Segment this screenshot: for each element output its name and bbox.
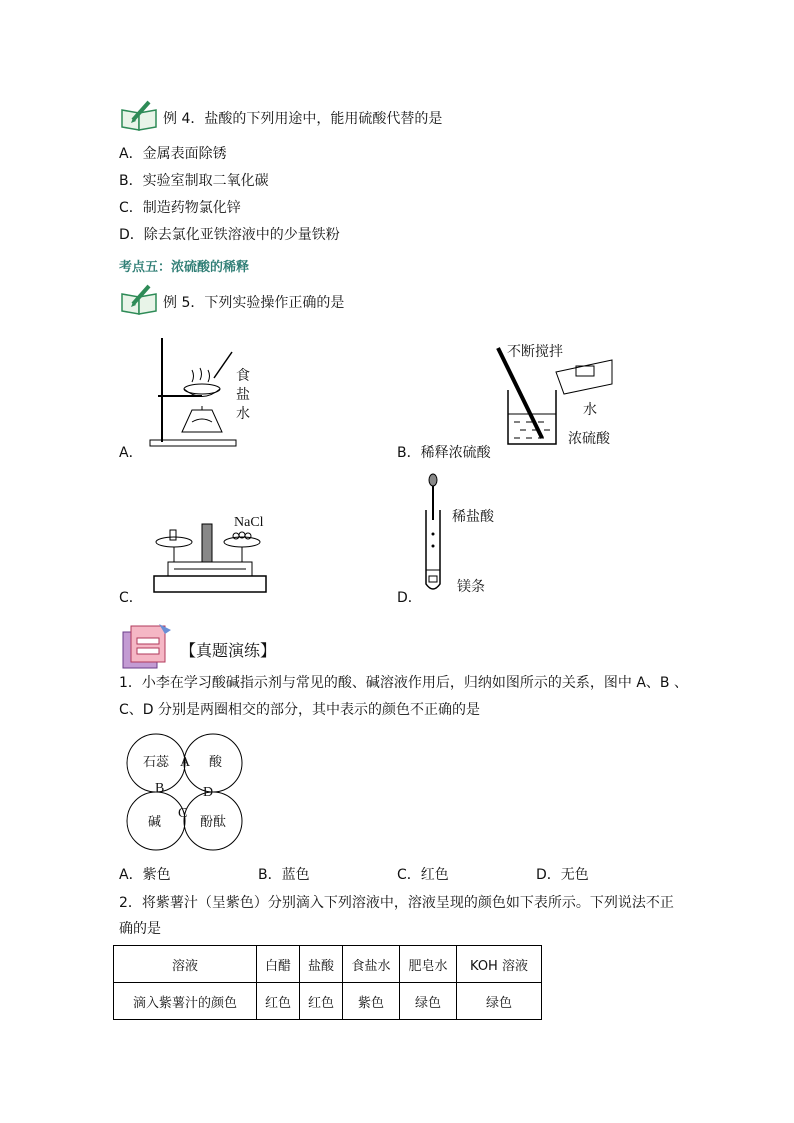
- option-d: D．除去氯化亚铁溶液中的少量铁粉: [119, 227, 340, 243]
- figure-d-letter: D．: [397, 590, 422, 606]
- venn-region-d: D: [203, 785, 214, 800]
- figure-b-acid-label: 浓硫酸: [568, 431, 610, 447]
- figure-d-acid-label: 稀盐酸: [452, 509, 494, 525]
- table-cell: 红色: [257, 983, 300, 1020]
- book-pencil-icon: [119, 282, 163, 316]
- venn-region-c: C: [178, 806, 188, 821]
- test-tube-dropper-figure: [418, 470, 458, 598]
- table-cell: 白醋: [257, 946, 300, 983]
- venn-litmus: 石蕊: [143, 755, 170, 770]
- figure-a-label-3: 水: [236, 406, 250, 422]
- table-cell: 滴入紫薯汁的颜色: [114, 983, 257, 1020]
- table-cell: 肥皂水: [400, 946, 457, 983]
- table-cell: KOH 溶液: [457, 946, 542, 983]
- option-b: B．实验室制取二氧化碳: [119, 173, 269, 189]
- venn-phenolphthalein: 酚酞: [200, 815, 227, 830]
- option-a: A．金属表面除锈: [119, 146, 227, 162]
- q1-option-b: B．蓝色: [258, 867, 310, 883]
- table-cell: 红色: [300, 983, 343, 1020]
- table-cell: 盐酸: [300, 946, 343, 983]
- section-title: 考点五：浓硫酸的稀释: [119, 260, 250, 275]
- example-5-question: 例 5．下列实验操作正确的是: [163, 295, 345, 311]
- q1-option-d: D．无色: [536, 867, 589, 883]
- venn-diagram: [124, 730, 244, 854]
- venn-region-a: A: [180, 755, 191, 770]
- figure-c-letter: C．: [119, 590, 143, 606]
- practice-title: 【真题演练】: [180, 641, 277, 660]
- practice-icon: [119, 622, 175, 672]
- table-row: [114, 946, 542, 983]
- figure-b-letter: B．稀释浓硫酸: [397, 445, 491, 461]
- book-pencil-icon: [119, 98, 163, 132]
- color-table: [113, 945, 542, 1020]
- figure-a-label-2: 盐: [236, 387, 250, 403]
- table-cell: 绿色: [457, 983, 542, 1020]
- q1-line-2: C、D 分别是两圈相交的部分，其中表示的颜色不正确的是: [119, 702, 481, 718]
- figure-d-mg-label: 镁条: [457, 579, 485, 595]
- q1-line-1: 1．小李在学习酸碱指示剂与常见的酸、碱溶液作用后，归纳如图所示的关系，图中 A、B 、: [119, 675, 688, 691]
- figure-c-nacl-label: NaCl: [234, 515, 264, 530]
- option-c: C．制造药物氯化锌: [119, 200, 241, 216]
- table-cell: 食盐水: [343, 946, 400, 983]
- q2-line-1: 2．将紫薯汁（呈紫色）分别滴入下列溶液中，溶液呈现的颜色如下表所示。下列说法不正: [119, 895, 674, 911]
- figure-b-water-label: 水: [583, 402, 597, 418]
- venn-acid: 酸: [209, 755, 223, 770]
- example-4-question: 例 4．盐酸的下列用途中，能用硫酸代替的是: [163, 111, 443, 127]
- q1-option-a: A．紫色: [119, 867, 171, 883]
- table-cell: 溶液: [114, 946, 257, 983]
- table-row: [114, 983, 542, 1020]
- figure-a-letter: A．: [119, 445, 143, 461]
- venn-base: 碱: [148, 815, 162, 830]
- figure-a-label-1: 食: [236, 368, 250, 384]
- table-cell: 紫色: [343, 983, 400, 1020]
- figure-b-stir-label: 不断搅拌: [507, 344, 563, 360]
- q2-line-2: 确的是: [119, 921, 161, 937]
- venn-region-b: B: [155, 781, 165, 796]
- table-cell: 绿色: [400, 983, 457, 1020]
- q1-option-c: C．红色: [397, 867, 449, 883]
